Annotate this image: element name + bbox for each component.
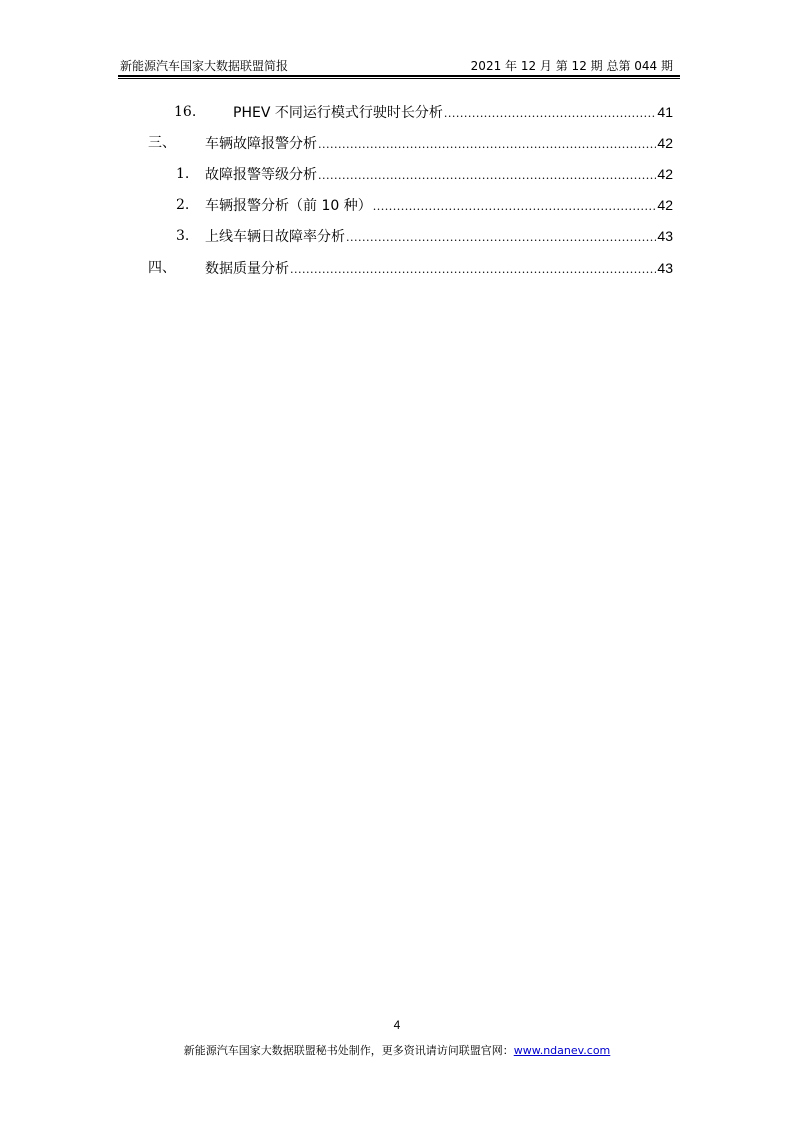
- toc-leader-dots: [290, 259, 656, 281]
- toc-entry: [205, 132, 673, 156]
- toc-row[interactable]: [0, 225, 794, 247]
- page-header: [118, 57, 677, 75]
- toc-page: 42: [657, 135, 673, 151]
- toc-row[interactable]: [0, 101, 794, 123]
- toc-row[interactable]: [0, 163, 794, 185]
- toc-row[interactable]: [0, 194, 794, 216]
- toc-leader-dots: [318, 134, 656, 156]
- toc-title: PHEV 不同运行模式行驶时长分析: [233, 105, 443, 121]
- toc-row[interactable]: [0, 257, 794, 279]
- toc-entry: [233, 101, 673, 125]
- toc-leader-dots: [444, 103, 657, 125]
- toc-title: 上线车辆日故障率分析: [205, 229, 345, 245]
- toc-leader-dots: [346, 227, 656, 249]
- toc-entry: [205, 194, 673, 218]
- page-footer: [0, 1042, 794, 1058]
- header-rule-thin: [118, 78, 680, 79]
- header-publication-title: 新能源汽车国家大数据联盟简报: [120, 59, 289, 73]
- website-link[interactable]: www.ndanev.com: [513, 1044, 611, 1057]
- toc-title: 故障报警等级分析: [205, 167, 317, 183]
- toc-number: 四、: [148, 260, 176, 276]
- header-rule-thick: [118, 75, 680, 77]
- toc-leader-dots: [318, 165, 656, 187]
- toc-number: 2.: [176, 197, 190, 213]
- toc-number: 3.: [176, 228, 190, 244]
- toc-number: 16.: [174, 104, 197, 120]
- toc-number: 1.: [176, 166, 190, 182]
- header-issue-info: 2021 年 12 月 第 12 期 总第 044 期: [470, 59, 673, 73]
- page-number: 4: [393, 1018, 401, 1032]
- toc-page: 43: [657, 228, 673, 244]
- toc-page: 43: [657, 260, 673, 276]
- toc-page: 42: [657, 166, 673, 182]
- toc-entry: [205, 163, 673, 187]
- toc-page: 41: [657, 104, 673, 120]
- toc-entry: [205, 225, 673, 249]
- toc-title: 数据质量分析: [205, 261, 289, 277]
- toc-entry: [205, 257, 673, 281]
- toc-page: 42: [657, 197, 673, 213]
- toc-title: 车辆报警分析（前 10 种）: [205, 198, 372, 214]
- toc-title: 车辆故障报警分析: [205, 136, 317, 152]
- toc-row[interactable]: [0, 132, 794, 154]
- footer-text: 新能源汽车国家大数据联盟秘书处制作，更多资讯请访问联盟官网：: [183, 1044, 514, 1057]
- toc-leader-dots: [373, 196, 657, 218]
- toc-number: 三、: [148, 135, 176, 151]
